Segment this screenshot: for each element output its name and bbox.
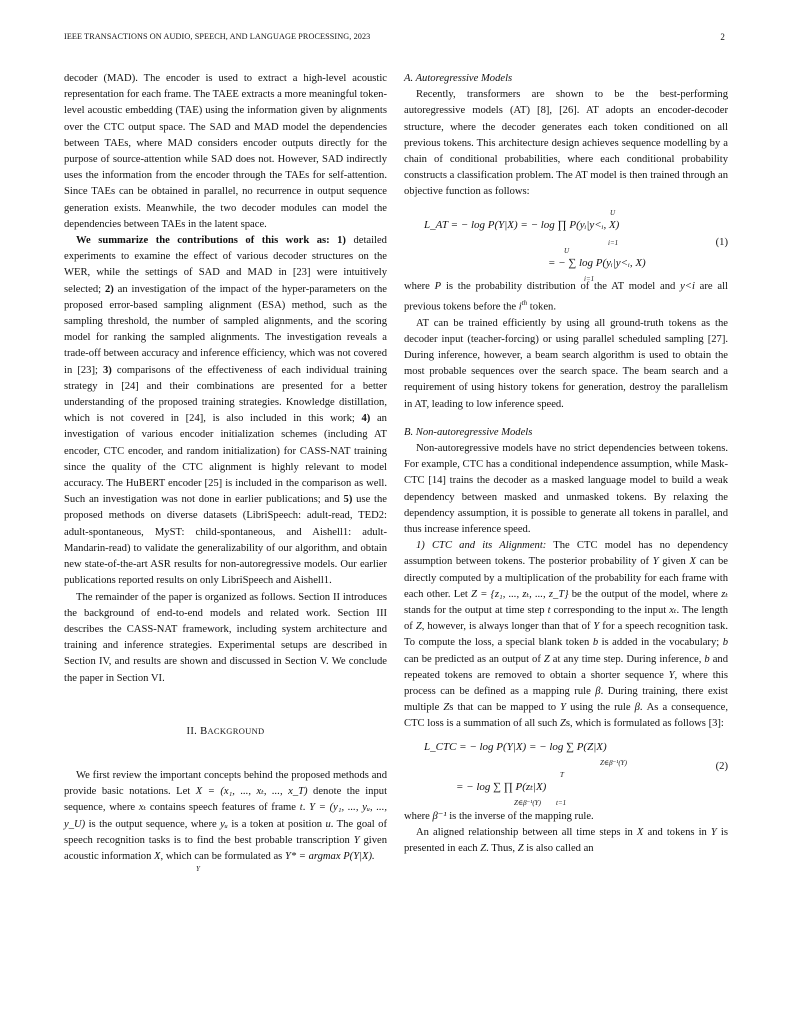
- bg-text-e: is a token at position: [227, 818, 326, 830]
- contrib-3-num: 3): [103, 364, 112, 376]
- paragraph-ctc-where: [404, 809, 728, 825]
- paragraph-at-training: AT can be trained efficiently by using all ground-truth tokens as the decoder input (teacher-forcing) or using parallel scheduled sampling [27]. During inference, however, a beam search algorithm is used to obtain the most probable sequences over the search space. The beam search and a requirement of using history tokens for generation, destroy the parallelism in AT, leading to low inference speed.: [404, 317, 728, 410]
- ctc-k: can be predicted as an output of: [404, 653, 544, 665]
- align-c: is presented in each: [404, 826, 728, 855]
- ctc-h: , however, is always longer than that of: [421, 621, 594, 633]
- paragraph-at-intro: Recently, transformers are shown to be the best-performing autoregressive models (AT) [8], [26]. AT adopts an encoder-decoder structure, where the decoder generates each token conditioned on all previous tokens. This architecture design achieves sequence modelling by a chain of conditional probabilities, where each conditional probability constructs a classification problem. The AT model is then trained through an objective function as follows:: [404, 89, 728, 198]
- align-e: is also called an: [523, 843, 594, 855]
- math-y-lt-i: y<i: [680, 280, 695, 292]
- paragraph-at-where: [404, 279, 728, 316]
- math-i: i: [518, 301, 522, 313]
- math-xt: xₜ: [669, 605, 677, 617]
- at-where-a: where: [404, 280, 435, 292]
- eq2-subscript: Z∈β⁻¹(Y): [600, 758, 627, 767]
- math-X: X: [154, 850, 161, 862]
- math-beta-inverse: β⁻¹: [432, 810, 447, 822]
- argmax-subscript: Y: [196, 865, 200, 874]
- eq2-subscript-b: Z∈β⁻¹(Y): [514, 798, 541, 807]
- eq1-line1: L_AT = − log P(Y|X) = − log ∏ P(yᵢ|y<ᵢ, X): [424, 218, 620, 231]
- eq2-line2: = − log ∑ ∏ P(zₜ|X): [456, 780, 547, 793]
- bg-text-f: . The goal of speech recognition tasks is to find the best probable transcription: [64, 818, 387, 846]
- ctc-n: , where this process can be defined as a mapping rule: [404, 669, 728, 698]
- at-where-c: are all previous tokens before the: [404, 280, 728, 313]
- math-Z: Z: [480, 843, 487, 855]
- equation-2: [404, 733, 728, 809]
- right-column: [404, 71, 728, 857]
- ctc-a: The CTC model has no dependency assumption between tokens. The posterior probability of: [404, 540, 728, 568]
- bg-text-d: is the output sequence, where: [85, 818, 221, 830]
- math-ith-sup: th: [521, 298, 528, 307]
- ctc-where-a: where: [404, 810, 433, 822]
- eq2-line1: L_CTC = − log P(Y|X) = − log ∑ P(Z|X): [424, 740, 607, 753]
- ctc-g: . The length of: [404, 605, 729, 633]
- ctc-f: corresponding to the input: [550, 605, 670, 617]
- math-X: X: [636, 826, 644, 838]
- math-zt: zₜ: [721, 588, 729, 600]
- section-number: II. B: [186, 725, 208, 737]
- ctc-b: given: [658, 556, 690, 568]
- contrib-3: comparisons of the effectiveness of each individual training strategy in [24] and their combinations are presented for a better understanding of the proposed training strategies. Knowledge distillation, which is not covered in [24], is also included in this work;: [64, 364, 387, 425]
- paragraph-nat-intro: Non-autoregressive models have no strict dependencies between tokens. For example, CTC has a conditional independence assumption, while Mask-CTC [14] trains the decoder as a masked language model to build a weak dependency between masked and unmasked tokens. By relaxing the dependency assumption, it is possible to generate all tokens in parallel, and thus increase inference speed.: [404, 442, 728, 535]
- math-beta: β: [634, 702, 640, 714]
- align-a: An aligned relationship between all time steps in: [416, 826, 637, 838]
- math-b: b: [704, 653, 710, 665]
- at-where-b: is the probability distribution of the AT model and: [441, 280, 681, 292]
- left-column: [64, 71, 387, 873]
- ctc-e: stands for the output at time step: [404, 605, 548, 617]
- eq1-line2: = − ∑ log P(yᵢ|y<ᵢ, X): [548, 256, 646, 269]
- contrib-2-num: 2): [104, 283, 114, 295]
- ctc-p: s that can be mapped to: [449, 702, 561, 714]
- math-t: t: [299, 802, 303, 814]
- running-header: [64, 32, 727, 41]
- eq1-lower-i1b: i=1: [584, 274, 595, 283]
- ctc-d: be the output of the model, where: [568, 588, 722, 600]
- ctc-subtitle: 1) CTC and its Alignment:: [416, 540, 547, 552]
- at-where-d: token.: [527, 301, 556, 313]
- bg-text-c: contains speech features of frame: [146, 802, 300, 814]
- math-b: b: [722, 637, 728, 649]
- paragraph-contributions: [64, 233, 387, 589]
- ctc-l: at any time step. During inference,: [549, 653, 705, 665]
- math-x-def: X = (x₁, ..., xₜ, ..., x_T): [195, 786, 308, 798]
- math-Z: Z: [543, 653, 550, 665]
- ctc-s: s, which is formulated as follows [3]:: [565, 718, 724, 730]
- align-d: . Thus,: [486, 843, 518, 855]
- journal-title: IEEE TRANSACTIONS ON AUDIO, SPEECH, AND LANGUAGE PROCESSING, 2023: [64, 32, 371, 41]
- math-z-def: Z = {z₁, ..., zₜ, ..., z_T}: [471, 588, 569, 600]
- math-u: u: [325, 818, 331, 830]
- math-ystar: Y* = argmax P(Y|X).: [284, 850, 375, 862]
- ctc-q: using the rule: [566, 702, 635, 714]
- contrib-2: an investigation of the impact of the hyper-parameters on the proposed error-based sampling alignment (ESA) method, such as the sampling threshold, the number of sampled alignments, and the scoring model for ranking the sampled alignments. The investigation reveals a trade-off between accuracy and inference efficiency, which was not covered in [23];: [64, 283, 387, 376]
- contrib-1: detailed experiments to examine the effect of various decoder structures on the WER, while the settings of SAD and MAD in [23] were intuitively selected;: [64, 235, 387, 295]
- math-Z: Z: [443, 702, 450, 714]
- paragraph-intro-end: decoder (MAD). The encoder is used to extract a high-level acoustic representation for each frame. The TAEE extracts a more meaningful token-level acoustic embedding (TAE) using the information given by alignments over the CTC output space. The SAD and MAD model the dependencies between TAEs, where MAD considers encoder outputs directly for the purpose of source-attention while SAD does not. However, SAD indirectly uses the information from the encoder through the TAEs for self-attention. Since TAEs can be obtained in parallel, no recurrence in output sequence generation exists. Meanwhile, the two decoder modules can model the dependencies between TAEs in the latent space.: [64, 73, 387, 230]
- contrib-5: use the proposed methods on diverse datasets (LibriSpeech: adult-read, TED2: adult-spontaneous, MyST: child-spontaneous, and Aishell1: adult-Mandarin-read) to validate the generalizability of our algorithm, and obtain new state-of-the-art ASR results for non-autoregressive models. Our earlier publications reported results on only LibriSpeech and Aishell1.: [64, 494, 387, 587]
- math-Z: Z: [559, 718, 566, 730]
- paragraph-ctc: [404, 538, 728, 732]
- ctc-j: is added in the vocabulary;: [598, 637, 723, 649]
- math-Y: Y: [652, 556, 659, 568]
- contrib-4: an investigation of various encoder initialization schemes (including AT encoder, CTC encoder, and random initialization) for CASS-NAT training since the quality of the CTC alignment is highly relevant to model accuracy. The HuBERT encoder [25] is included in the comparison as well. Such an investigation was not done in earlier publications; and: [64, 413, 387, 506]
- math-Y: Y: [353, 834, 360, 846]
- eq1-upper-U: U: [610, 208, 616, 217]
- equation-1: [404, 201, 728, 283]
- section-title: ACKGROUND: [207, 725, 265, 736]
- eq2-number: (2): [715, 760, 728, 772]
- contrib-4-num: 4): [361, 413, 371, 425]
- math-t: t: [547, 605, 551, 617]
- bg-text-a: We first review the important concepts behind the proposed methods and provide basic notations. Let: [64, 769, 387, 798]
- section-heading-background: [64, 723, 387, 740]
- ctc-o: . During training, there exist multiple: [404, 686, 728, 714]
- bg-text-h: , which can be formulated as: [160, 850, 285, 862]
- eq1-upper-U2: U: [564, 246, 570, 255]
- eq2-lower-t1: t=1: [556, 798, 567, 807]
- math-Z: Z: [517, 843, 524, 855]
- ctc-i: for a speech recognition task. To compute the loss, a special blank token: [404, 621, 728, 649]
- bg-text-b: denote the input sequence, where: [64, 786, 388, 814]
- contributions-lead: We summarize the contributions of this work as: 1): [76, 235, 346, 247]
- math-xt: xₜ: [138, 802, 147, 814]
- eq2-upper-T: T: [560, 770, 564, 779]
- align-b: and tokens in: [643, 826, 711, 838]
- paragraph-background: We first review the important concepts behind the proposed methods and provide basic notations. Let X = (x₁, ..., xₜ, ..., x_T) denote the input sequence, where xₜ contains speech features of frame t. Y = (y₁, ..., yᵤ, ..., y_U) is the output sequence, where yᵤ is a token at position u. The goal of speech recognition tasks is to find the best probable transcription Y given acoustic information X, which can be formulated as Y* = argmax P(Y|X).: [64, 769, 388, 862]
- bg-text-g: given acoustic information: [64, 834, 387, 862]
- math-Y: Y: [560, 702, 567, 714]
- math-P: P: [434, 280, 442, 292]
- math-yu: yᵤ: [220, 818, 228, 830]
- page-number: 2: [720, 32, 725, 42]
- ctc-c: can be directly computed by a multiplication of the probability for each frame with each other. Let: [404, 556, 728, 600]
- contrib-5-num: 5): [343, 494, 353, 506]
- math-y-def: Y = (y₁, ..., yᵤ, ..., y_U): [64, 802, 387, 830]
- subsection-nonautoregressive: B. Non-autoregressive Models: [404, 426, 533, 438]
- ctc-m: and repeated tokens are removed to obtain a shorter sequence: [404, 653, 728, 681]
- eq1-lower-i1: i=1: [608, 238, 619, 247]
- subsection-autoregressive: A. Autoregressive Models: [404, 73, 513, 84]
- math-beta: β: [595, 686, 601, 698]
- math-Z: Z: [415, 621, 422, 633]
- paragraph-alignment: [404, 825, 728, 857]
- math-b: b: [592, 637, 599, 649]
- math-Y: Y: [710, 826, 717, 838]
- eq1-number: (1): [715, 236, 728, 248]
- math-Y: Y: [593, 621, 600, 633]
- math-X: X: [689, 556, 696, 568]
- ctc-where-b: is the inverse of the mapping rule.: [446, 810, 594, 822]
- paragraph-organization: The remainder of the paper is organized as follows. Section II introduces the background of end-to-end models and related work. Section III describes the CASS-NAT framework, including system architecture and training and inference strategies. Experimental setups are described in Section IV, and results are shown and discussed in Section V. We conclude the paper in Section VI.: [64, 591, 387, 684]
- ctc-r: . As a consequence, CTC loss is a summation of all such: [404, 702, 728, 730]
- math-Y: Y: [668, 669, 675, 681]
